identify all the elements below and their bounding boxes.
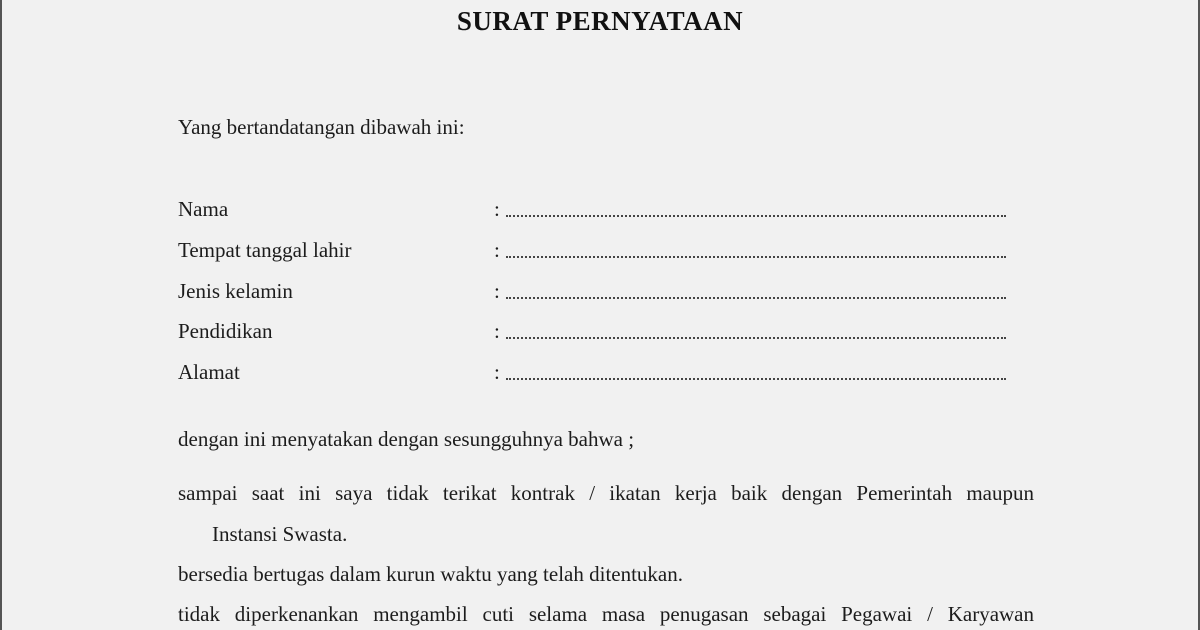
field-separator: : [494,197,500,221]
field-label-pendidikan: Pendidikan [178,319,273,343]
field-row-jenis-kelamin [178,279,1018,309]
field-blank-jenis-kelamin [506,297,1006,299]
field-row-tempat-tanggal-lahir [178,238,1018,268]
statement-point-1-line-2: Instansi Swasta. [212,522,348,546]
intro-text: Yang bertandatangan dibawah ini: [178,115,465,139]
statement-point-1-line-1: sampai saat ini saya tidak terikat kontrak / ikatan kerja baik dengan Pemerintah maupun [178,481,1034,505]
document-title: SURAT PERNYATAAN [456,6,744,36]
field-separator: : [494,279,500,303]
field-label-jenis-kelamin: Jenis kelamin [178,279,293,303]
field-blank-tempat-tanggal-lahir [506,256,1006,258]
field-separator: : [494,319,500,343]
field-blank-nama [506,215,1006,217]
field-label-tempat-tanggal-lahir: Tempat tanggal lahir [178,238,352,262]
field-row-alamat [178,360,1018,390]
field-row-nama [178,197,1018,227]
field-label-alamat: Alamat [178,360,240,384]
field-row-pendidikan [178,319,1018,349]
field-blank-alamat [506,378,1006,380]
field-separator: : [494,238,500,262]
field-separator: : [494,360,500,384]
statement-point-2: bersedia bertugas dalam kurun waktu yang telah ditentukan. [178,562,684,586]
field-label-nama: Nama [178,197,229,221]
page-left-border [0,0,2,630]
field-blank-pendidikan [506,337,1006,339]
statement-text: dengan ini menyatakan dengan sesungguhnya bahwa ; [178,427,635,451]
statement-point-3-line-1: tidak diperkenankan mengambil cuti selama masa penugasan sebagai Pegawai / Karyawan [178,602,1034,626]
